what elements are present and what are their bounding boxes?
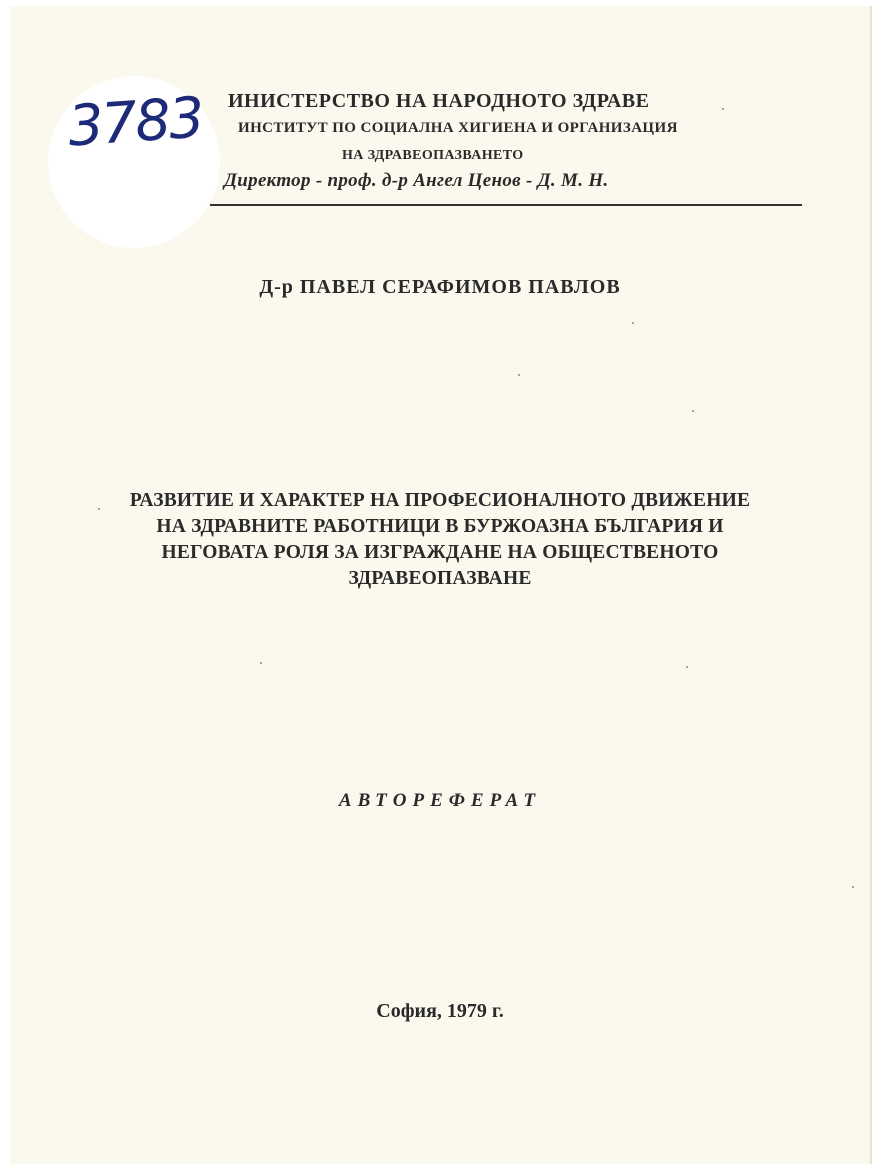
document-type: АВТОРЕФЕРАТ <box>338 790 542 811</box>
paper-speck <box>692 410 694 412</box>
dissertation-title <box>10 488 870 592</box>
inventory-number: 3783 <box>65 85 205 160</box>
author-name: Д-р ПАВЕЛ СЕРАФИМОВ ПАВЛОВ <box>259 276 621 298</box>
paper-speck <box>518 374 520 376</box>
institute-name-cont: НА ЗДРАВЕОПАЗВАНЕТО <box>342 148 524 163</box>
paper-speck <box>632 322 634 324</box>
paper-speck <box>686 666 688 668</box>
institute-name: ИНСТИТУТ ПО СОЦИАЛНА ХИГИЕНА И ОРГАНИЗАЦИЯ <box>238 120 678 136</box>
paper-speck <box>722 108 724 110</box>
title-line: РАЗВИТИЕ И ХАРАКТЕР НА ПРОФЕСИОНАЛНОТО ДВИЖЕНИЕ <box>129 490 751 511</box>
place-and-date: София, 1979 г. <box>376 1000 504 1022</box>
paper-speck <box>852 886 854 888</box>
paper-speck <box>98 508 100 510</box>
document-page <box>10 6 872 1164</box>
director-line: Директор - проф. д-р Ангел Ценов - Д. М. Н. <box>224 170 609 191</box>
title-line: НА ЗДРАВНИТЕ РАБОТНИЦИ В БУРЖОАЗНА БЪЛГАРИЯ И <box>156 516 724 537</box>
header-divider <box>210 204 802 206</box>
title-line: ЗДРАВЕОПАЗВАНЕ <box>348 568 532 589</box>
title-line: НЕГОВАТА РОЛЯ ЗА ИЗГРАЖДАНЕ НА ОБЩЕСТВЕНОТО <box>161 542 719 563</box>
paper-speck <box>260 662 262 664</box>
ministry-heading: ИНИСТЕРСТВО НА НАРОДНОТО ЗДРАВЕ <box>228 90 650 112</box>
